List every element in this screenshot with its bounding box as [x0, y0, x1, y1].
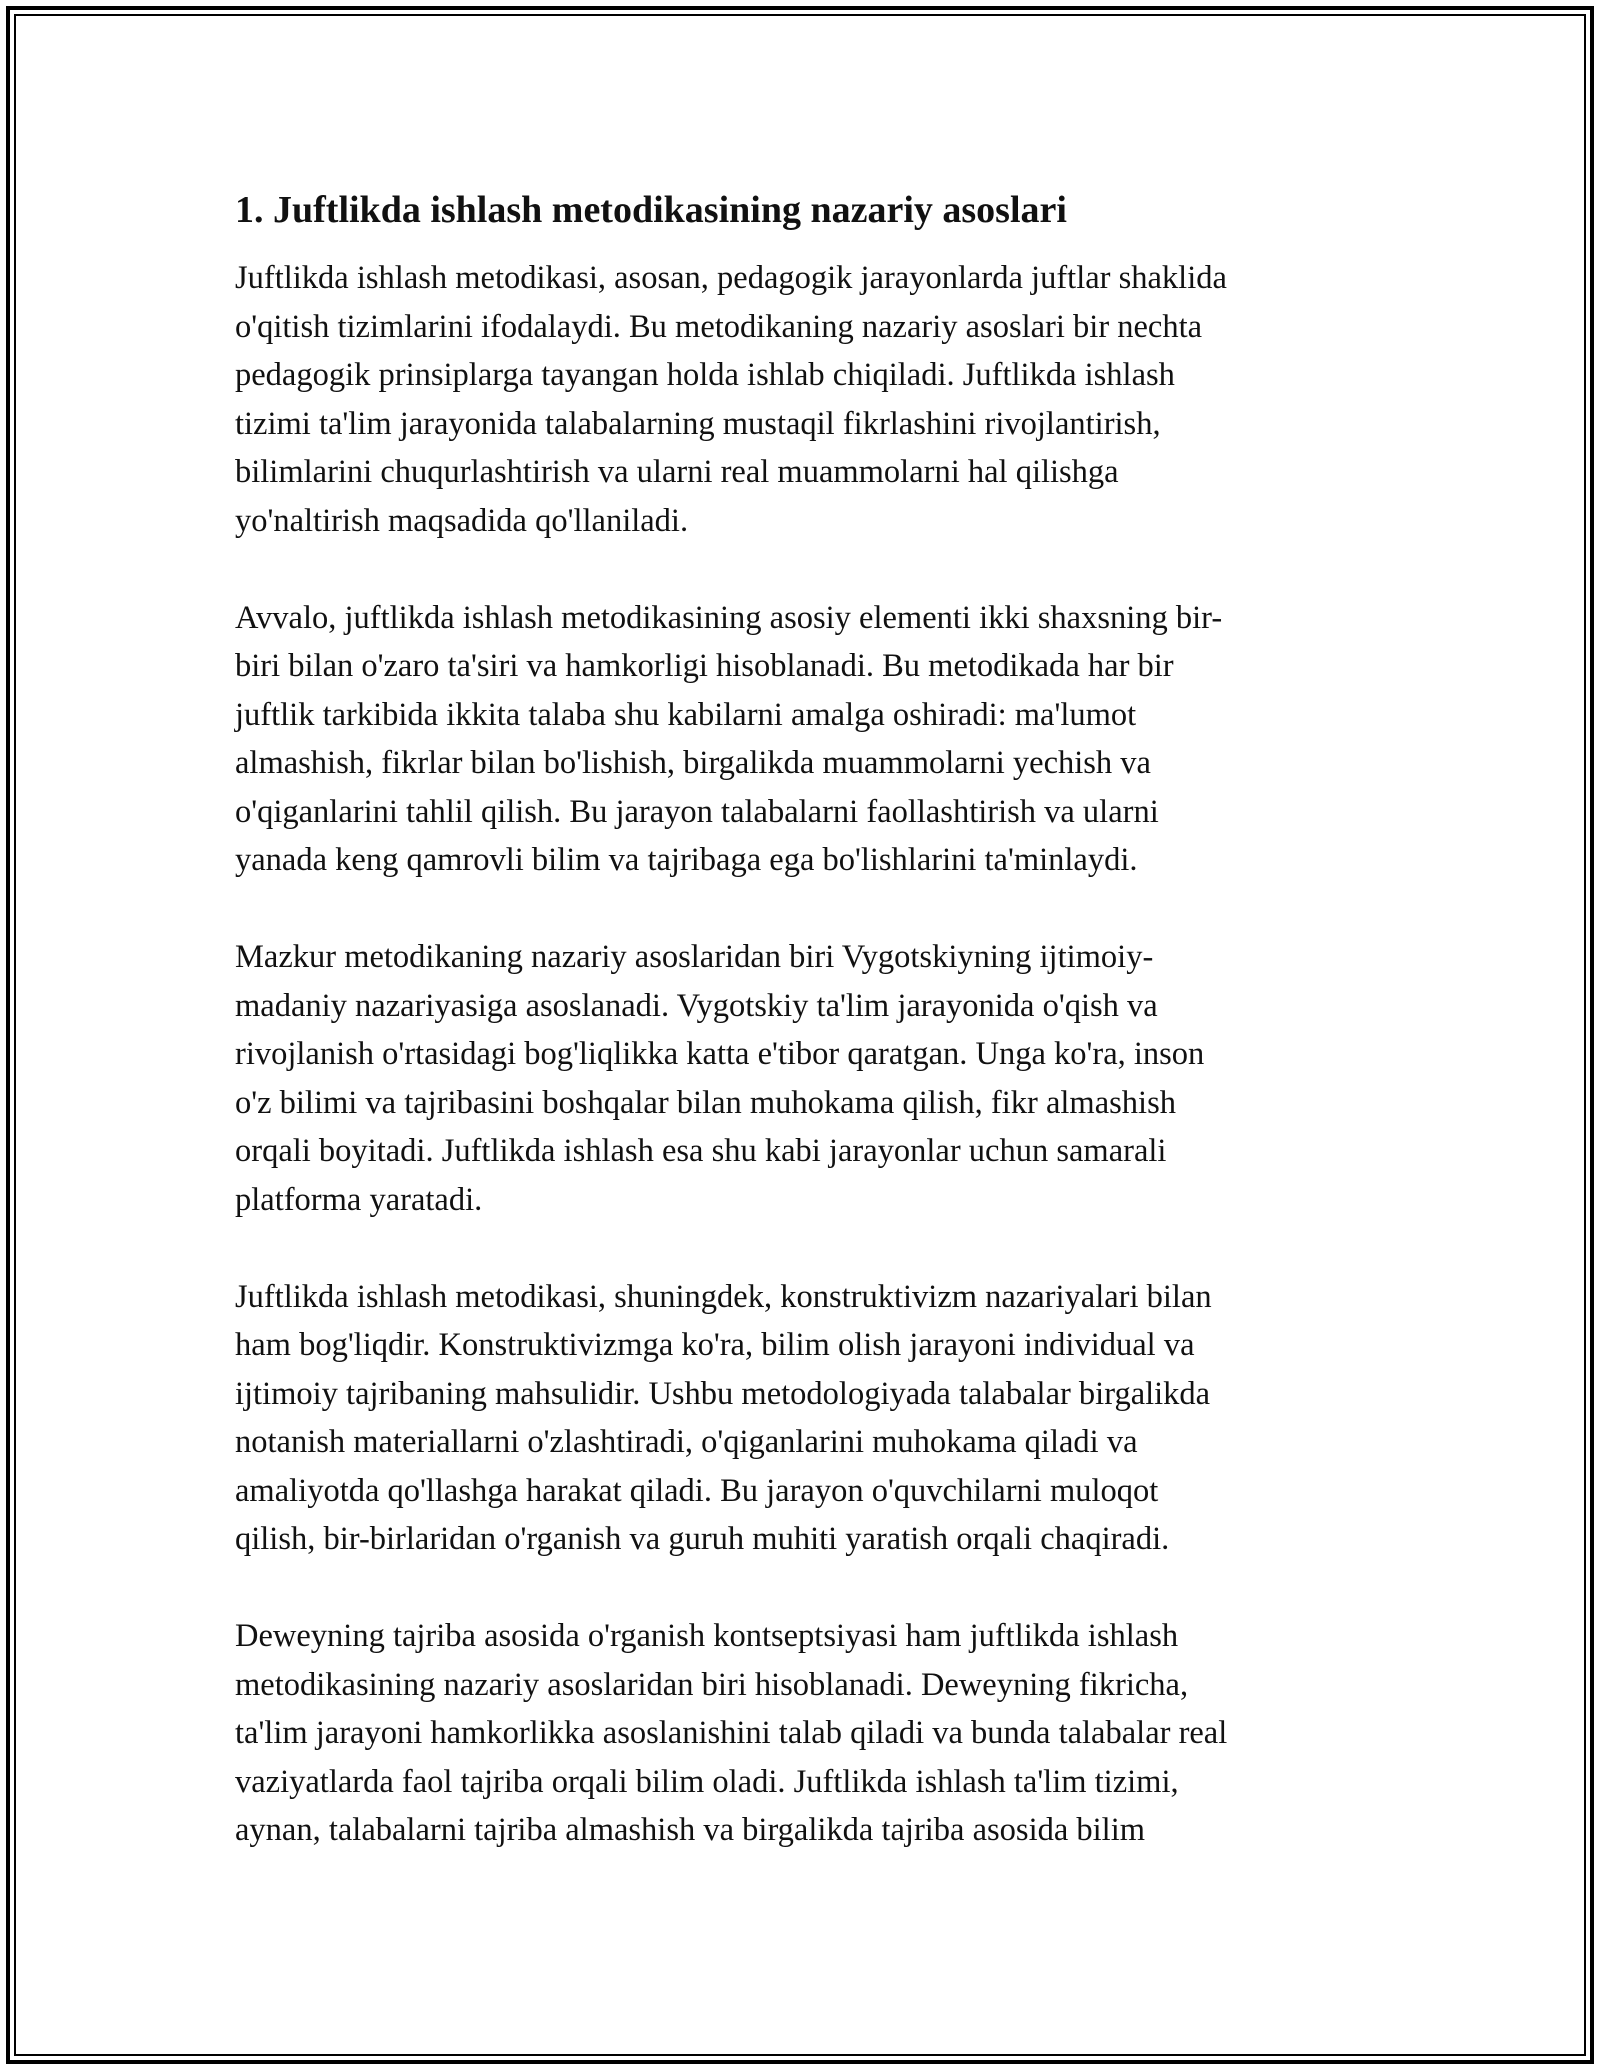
- text-line: biri bilan o'zaro ta'siri va hamkorligi hisoblanadi. Bu metodikada har bir: [235, 648, 1174, 684]
- text-line: o'z bilimi va tajribasini boshqalar bilan muhokama qilish, fikr almashish: [235, 1084, 1176, 1121]
- text-line: Deweyning tajriba asosida o'rganish kontseptsiyasi ham juftlikda ishlash: [235, 1618, 1179, 1654]
- text-line: platforma yaratadi.: [235, 1181, 483, 1218]
- text-line: tizimi ta'lim jarayonida talabalarning mustaqil fikrlashini rivojlantirish,: [235, 405, 1161, 442]
- text-line: o'qiganlarini tahlil qilish. Bu jarayon talabalarni faollashtirish va ularni: [235, 793, 1159, 830]
- text-line: Mazkur metodikaning nazariy asoslaridan biri Vygotskiyning ijtimoiy-: [235, 939, 1154, 975]
- text-line: rivojlanish o'rtasidagi bog'liqlikka katta e'tibor qaratgan. Unga ko'ra, inson: [235, 1036, 1205, 1072]
- text-line: qilish, bir-birlaridan o'rganish va guruh muhiti yaratish orqali chaqiradi.: [235, 1521, 1170, 1557]
- text-line: madaniy nazariyasiga asoslanadi. Vygotskiy ta'lim jarayonida o'qish va: [235, 987, 1158, 1024]
- text-line: almashish, fikrlar bilan bo'lishish, birgalikda muammolarni yechish va: [235, 745, 1151, 781]
- document-body: [235, 186, 1375, 1903]
- text-line: juftlik tarkibida ikkita talaba shu kabilarni amalga oshiradi: ma'lumot: [235, 696, 1137, 733]
- text-line: Juftlikda ishlash metodikasi, asosan, pedagogik jarayonlarda juftlar shaklida: [235, 260, 1227, 296]
- text-line: pedagogik prinsiplarga tayangan holda ishlab chiqiladi. Juftlikda ishlash: [235, 357, 1175, 393]
- text-line: o'qitish tizimlarini ifodalaydi. Bu metodikaning nazariy asoslari bir nechta: [235, 308, 1203, 345]
- text-line: amaliyotda qo'llashga harakat qiladi. Bu jarayon o'quvchilarni muloqot: [235, 1472, 1159, 1509]
- text-line: yanada keng qamrovli bilim va tajribaga ega bo'lishlarini ta'minlaydi.: [235, 842, 1138, 878]
- text-line: bilimlarini chuqurlashtirish va ularni real muammolarni hal qilishga: [235, 454, 1119, 490]
- text-line: aynan, talabalarni tajriba almashish va birgalikda tajriba asosida bilim: [235, 1812, 1146, 1848]
- text-line: ijtimoiy tajribaning mahsulidir. Ushbu metodologiyada talabalar birgalikda: [235, 1375, 1211, 1412]
- text-line: notanish materiallarni o'zlashtiradi, o'qiganlarini muhokama qiladi va: [235, 1424, 1138, 1460]
- paragraph-3: [235, 933, 1375, 1224]
- text-line: yo'naltirish maqsadida qo'llaniladi.: [235, 502, 689, 539]
- section-heading: 1. Juftlikda ishlash metodikasining nazariy asoslari: [235, 189, 1067, 231]
- paragraph-1: [235, 254, 1375, 545]
- paragraph-5: [235, 1612, 1375, 1855]
- text-line: Juftlikda ishlash metodikasi, shuningdek, konstruktivizm nazariyalari bilan: [235, 1278, 1212, 1315]
- text-line: ta'lim jarayoni hamkorlikka asoslanishini talab qiladi va bunda talabalar real: [235, 1715, 1228, 1751]
- text-line: metodikasining nazariy asoslaridan biri hisoblanadi. Deweyning fikricha,: [235, 1666, 1189, 1703]
- text-line: vaziyatlarda faol tajriba orqali bilim oladi. Juftlikda ishlash ta'lim tizimi,: [235, 1763, 1179, 1800]
- paragraph-4: [235, 1273, 1375, 1564]
- paragraph-2: [235, 594, 1375, 885]
- text-line: orqali boyitadi. Juftlikda ishlash esa shu kabi jarayonlar uchun samarali: [235, 1133, 1167, 1169]
- text-line: ham bog'liqdir. Konstruktivizmga ko'ra, bilim olish jarayoni individual va: [235, 1327, 1195, 1363]
- text-line: Avvalo, juftlikda ishlash metodikasining asosiy elementi ikki shaxsning bir-: [235, 599, 1223, 636]
